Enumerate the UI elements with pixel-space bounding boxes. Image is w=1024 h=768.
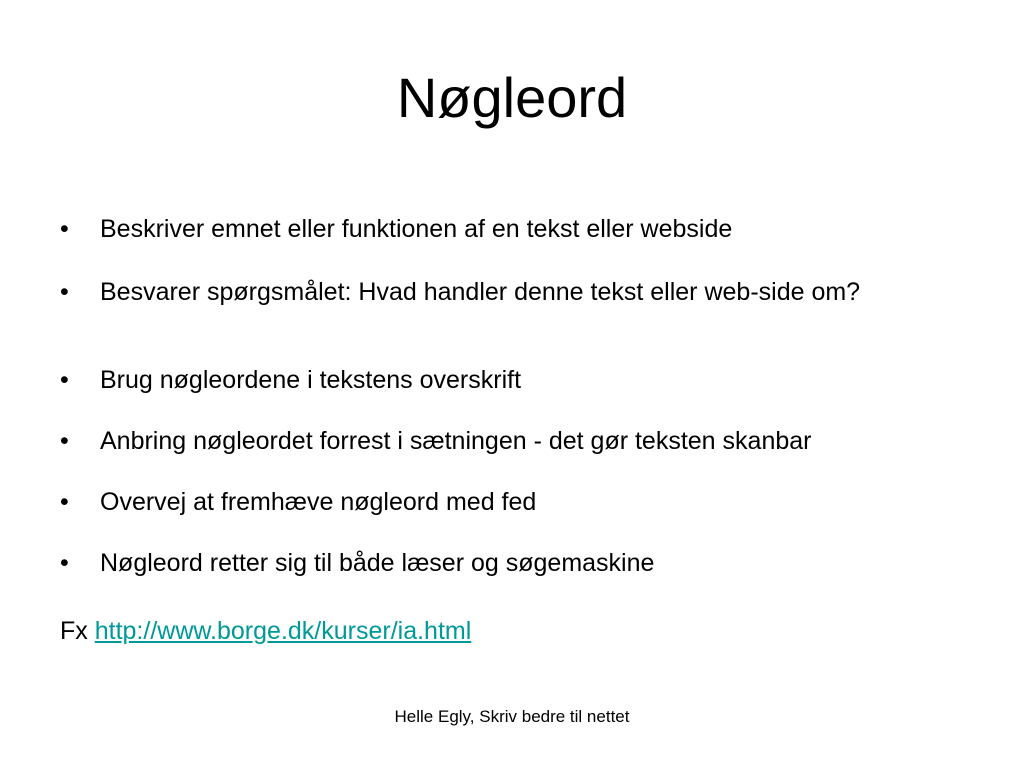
bullet-marker: • (60, 488, 69, 516)
list-item (60, 278, 920, 307)
bullet-text: Overvej at fremhæve nøgleord med fed (100, 488, 537, 516)
example-link[interactable]: http://www.borge.dk/kurser/ia.html (94, 617, 472, 645)
bullet-marker: • (60, 366, 69, 394)
slide-title: Nøgleord (396, 66, 628, 129)
list-item (60, 215, 920, 244)
slide-footer: Helle Egly, Skriv bedre til nettet (394, 707, 630, 726)
bullet-text: Beskriver emnet eller funktionen af en tekst eller webside (100, 215, 733, 243)
list-item (60, 549, 920, 578)
bullet-marker: • (60, 215, 69, 243)
bullet-marker: • (60, 549, 69, 577)
bullet-marker: • (60, 278, 69, 306)
bullet-text: Brug nøgleordene i tekstens overskrift (100, 366, 522, 394)
list-item (60, 427, 920, 456)
bullet-text: Anbring nøgleordet forrest i sætningen - det gør teksten skanbar (100, 427, 812, 455)
list-item (60, 488, 920, 517)
example-line (60, 617, 471, 646)
bullet-text: Besvarer spørgsmålet: Hvad handler denne tekst eller web-side om? (100, 278, 861, 306)
example-prefix: Fx (60, 617, 88, 645)
bullet-marker: • (60, 427, 69, 455)
bullet-text: Nøgleord retter sig til både læser og søgemaskine (100, 549, 655, 577)
list-item (60, 366, 920, 395)
